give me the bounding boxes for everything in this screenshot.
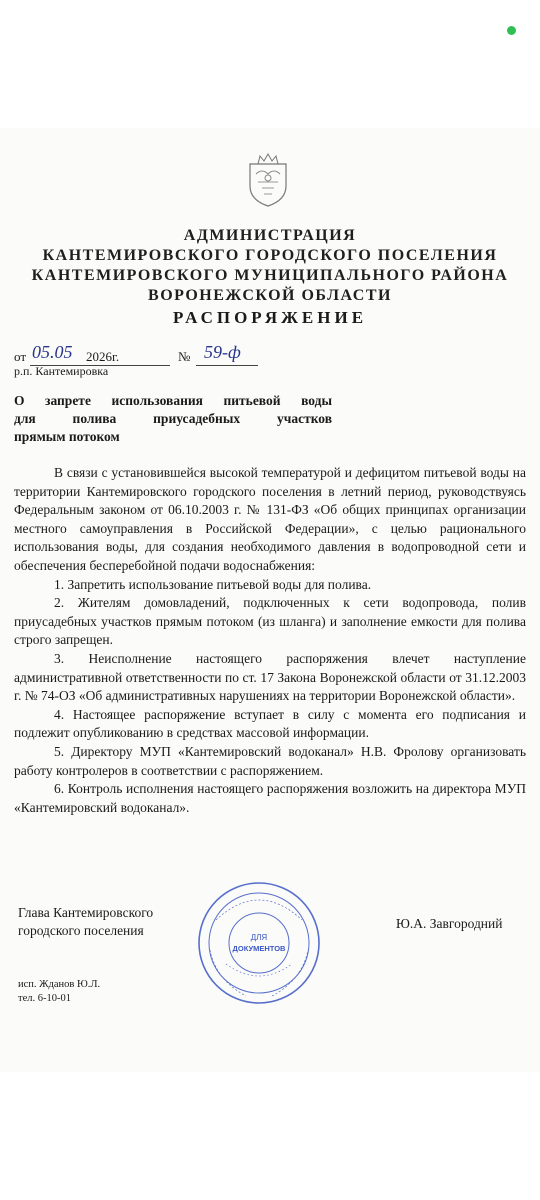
date-number-line bbox=[14, 342, 274, 366]
subject-line: прямым потоком bbox=[14, 429, 120, 444]
number-underline bbox=[196, 365, 258, 366]
body-item: 3. Неисполнение настоящего распоряжения влечет наступление административной ответственности по ст. 17 Закона Воронежской области от 31.12.2003 г. № 74-ОЗ «Об административных нарушениях на территории Воронежской области». bbox=[14, 650, 526, 704]
handwritten-number: 59-ф bbox=[204, 342, 241, 362]
header-line: АДМИНИСТРАЦИЯ bbox=[183, 227, 357, 244]
document-subject bbox=[14, 392, 332, 446]
signatory-name: Ю.А. Завгородний bbox=[396, 916, 503, 931]
handwritten-date: 05.05 bbox=[32, 342, 73, 362]
place-of-issue: р.п. Кантемировка bbox=[14, 364, 109, 378]
stamp-center-text: ДОКУМЕНТОВ bbox=[232, 944, 286, 953]
coat-of-arms-icon bbox=[244, 152, 292, 208]
subject-line: О запрете использования питьевой воды bbox=[14, 393, 332, 408]
body-item: 1. Запретить использование питьевой воды для полива. bbox=[54, 576, 372, 592]
body-item: 6. Контроль исполнения настоящего распоряжения возложить на директора МУП «Кантемировский водоканал». bbox=[14, 781, 526, 815]
number-sign: № bbox=[178, 349, 191, 364]
header-line: ВОРОНЕЖСКОЙ ОБЛАСТИ bbox=[148, 287, 392, 304]
bottom-blank-area bbox=[0, 1072, 540, 1200]
header-line: КАНТЕМИРОВСКОГО МУНИЦИПАЛЬНОГО РАЙОНА bbox=[31, 267, 509, 284]
date-year: 2026г. bbox=[86, 349, 120, 364]
executor-name: исп. Жданов Ю.Л. bbox=[18, 979, 101, 990]
body-item: 2. Жителям домовладений, подключенных к сети водопровода, полив приусадебных участков прямым потоком (из шланга) и заполнение емкости для полива строго запрещен. bbox=[14, 595, 526, 648]
executor-info bbox=[18, 978, 100, 1006]
body-item: 4. Настоящее распоряжение вступает в силу с момента его подписания и подлежит опубликованию в средствах массовой информации. bbox=[14, 706, 526, 741]
signatory-title bbox=[18, 904, 153, 940]
executor-phone: тел. 6-10-01 bbox=[18, 993, 71, 1004]
signatory-title-line: Глава Кантемировского bbox=[18, 905, 154, 920]
document-type-title: РАСПОРЯЖЕНИЕ bbox=[172, 308, 368, 327]
document-page bbox=[0, 128, 540, 1072]
document-header bbox=[0, 226, 540, 306]
official-stamp-icon bbox=[196, 880, 322, 1006]
date-prefix: от bbox=[14, 349, 27, 364]
header-line: КАНТЕМИРОВСКОГО ГОРОДСКОГО ПОСЕЛЕНИЯ bbox=[42, 247, 498, 264]
body-intro-paragraph: В связи с установившейся высокой температурой и дефицитом питьевой воды на территории Кантемировского городского поселения в летний период, руководствуясь Федеральным законом от 06.10.2003 г. № 131-ФЗ «Об общих принципах организации местного самоуправления в Российской Федерации», с целью рационального использования воды, для создания необходимого давления в водопроводной сети и обеспечения бесперебойной подачи водоснабжения: bbox=[14, 465, 526, 573]
stamp-center-text: ДЛЯ bbox=[250, 933, 268, 942]
status-indicator-dot bbox=[507, 26, 516, 35]
subject-line: для полива приусадебных участков bbox=[14, 411, 332, 426]
document-body bbox=[14, 464, 526, 817]
body-item: 5. Директору МУП «Кантемировский водоканал» Н.В. Фролову организовать работу контролеров в соответствии с распоряжением. bbox=[14, 743, 526, 778]
signatory-title-line: городского поселения bbox=[18, 923, 144, 938]
top-blank-area bbox=[0, 0, 540, 128]
